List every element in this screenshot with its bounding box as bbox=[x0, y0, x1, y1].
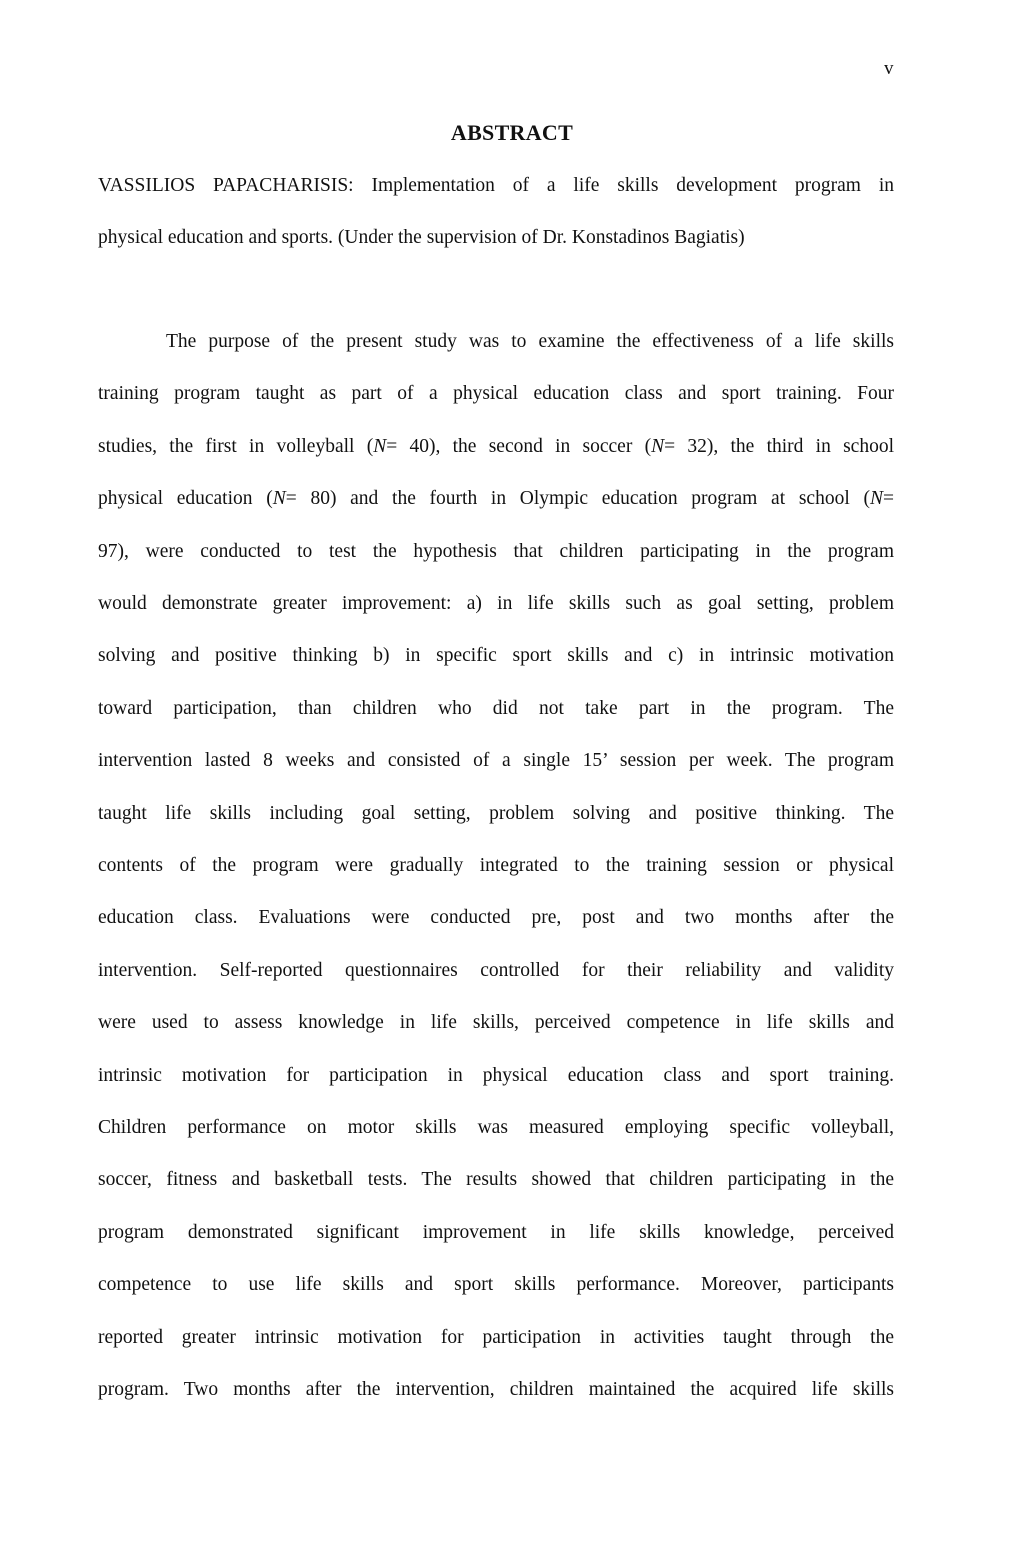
body-line: intervention. Self-reported questionnaires controlled for their reliability and validity bbox=[98, 959, 894, 981]
body-line: intervention lasted 8 weeks and consisted of a single 15’ session per week. The program bbox=[98, 750, 894, 772]
body-line: solving and positive thinking b) in specific sport skills and c) in intrinsic motivation bbox=[98, 645, 894, 667]
body-line: The purpose of the present study was to examine the effectiveness of a life skills bbox=[166, 331, 894, 352]
body-line: program demonstrated significant improvement in life skills knowledge, perceived bbox=[98, 1221, 894, 1243]
body-line: studies, the first in volleyball (N= 40), the second in soccer (N= 32), the third in school bbox=[98, 435, 894, 457]
page-number: v bbox=[884, 58, 894, 79]
body-line: program. Two months after the intervention, children maintained the acquired life skills bbox=[98, 1379, 894, 1400]
body-line: Children performance on motor skills was measured employing specific volleyball, bbox=[98, 1117, 894, 1138]
header-line: physical education and sports. (Under the supervision of Dr. Konstadinos Bagiatis) bbox=[98, 227, 745, 248]
body-line: would demonstrate greater improvement: a) in life skills such as goal setting, problem bbox=[98, 593, 894, 614]
body-line: toward participation, than children who did not take part in the program. The bbox=[98, 697, 894, 719]
body-line: training program taught as part of a physical education class and sport training. Four bbox=[98, 383, 894, 405]
body-line: contents of the program were gradually integrated to the training session or physical bbox=[98, 855, 894, 876]
body-line: reported greater intrinsic motivation for participation in activities taught through the bbox=[98, 1326, 894, 1348]
body-line: taught life skills including goal setting, problem solving and positive thinking. The bbox=[98, 802, 894, 824]
body-line: soccer, fitness and basketball tests. The results showed that children participating in the bbox=[98, 1169, 894, 1191]
body-line: physical education (N= 80) and the fourth in Olympic education program at school (N= bbox=[98, 488, 894, 510]
body-line: education class. Evaluations were conducted pre, post and two months after the bbox=[98, 907, 894, 929]
body-line: intrinsic motivation for participation in physical education class and sport training. bbox=[98, 1064, 894, 1086]
body-line: 97), were conducted to test the hypothesis that children participating in the program bbox=[98, 540, 894, 562]
abstract-title: ABSTRACT bbox=[450, 120, 574, 145]
header-line: VASSILIOS PAPACHARISIS: Implementation of a life skills development program in bbox=[98, 175, 894, 196]
body-line: were used to assess knowledge in life skills, perceived competence in life skills and bbox=[98, 1012, 894, 1034]
body-line: competence to use life skills and sport skills performance. Moreover, participants bbox=[98, 1274, 894, 1296]
